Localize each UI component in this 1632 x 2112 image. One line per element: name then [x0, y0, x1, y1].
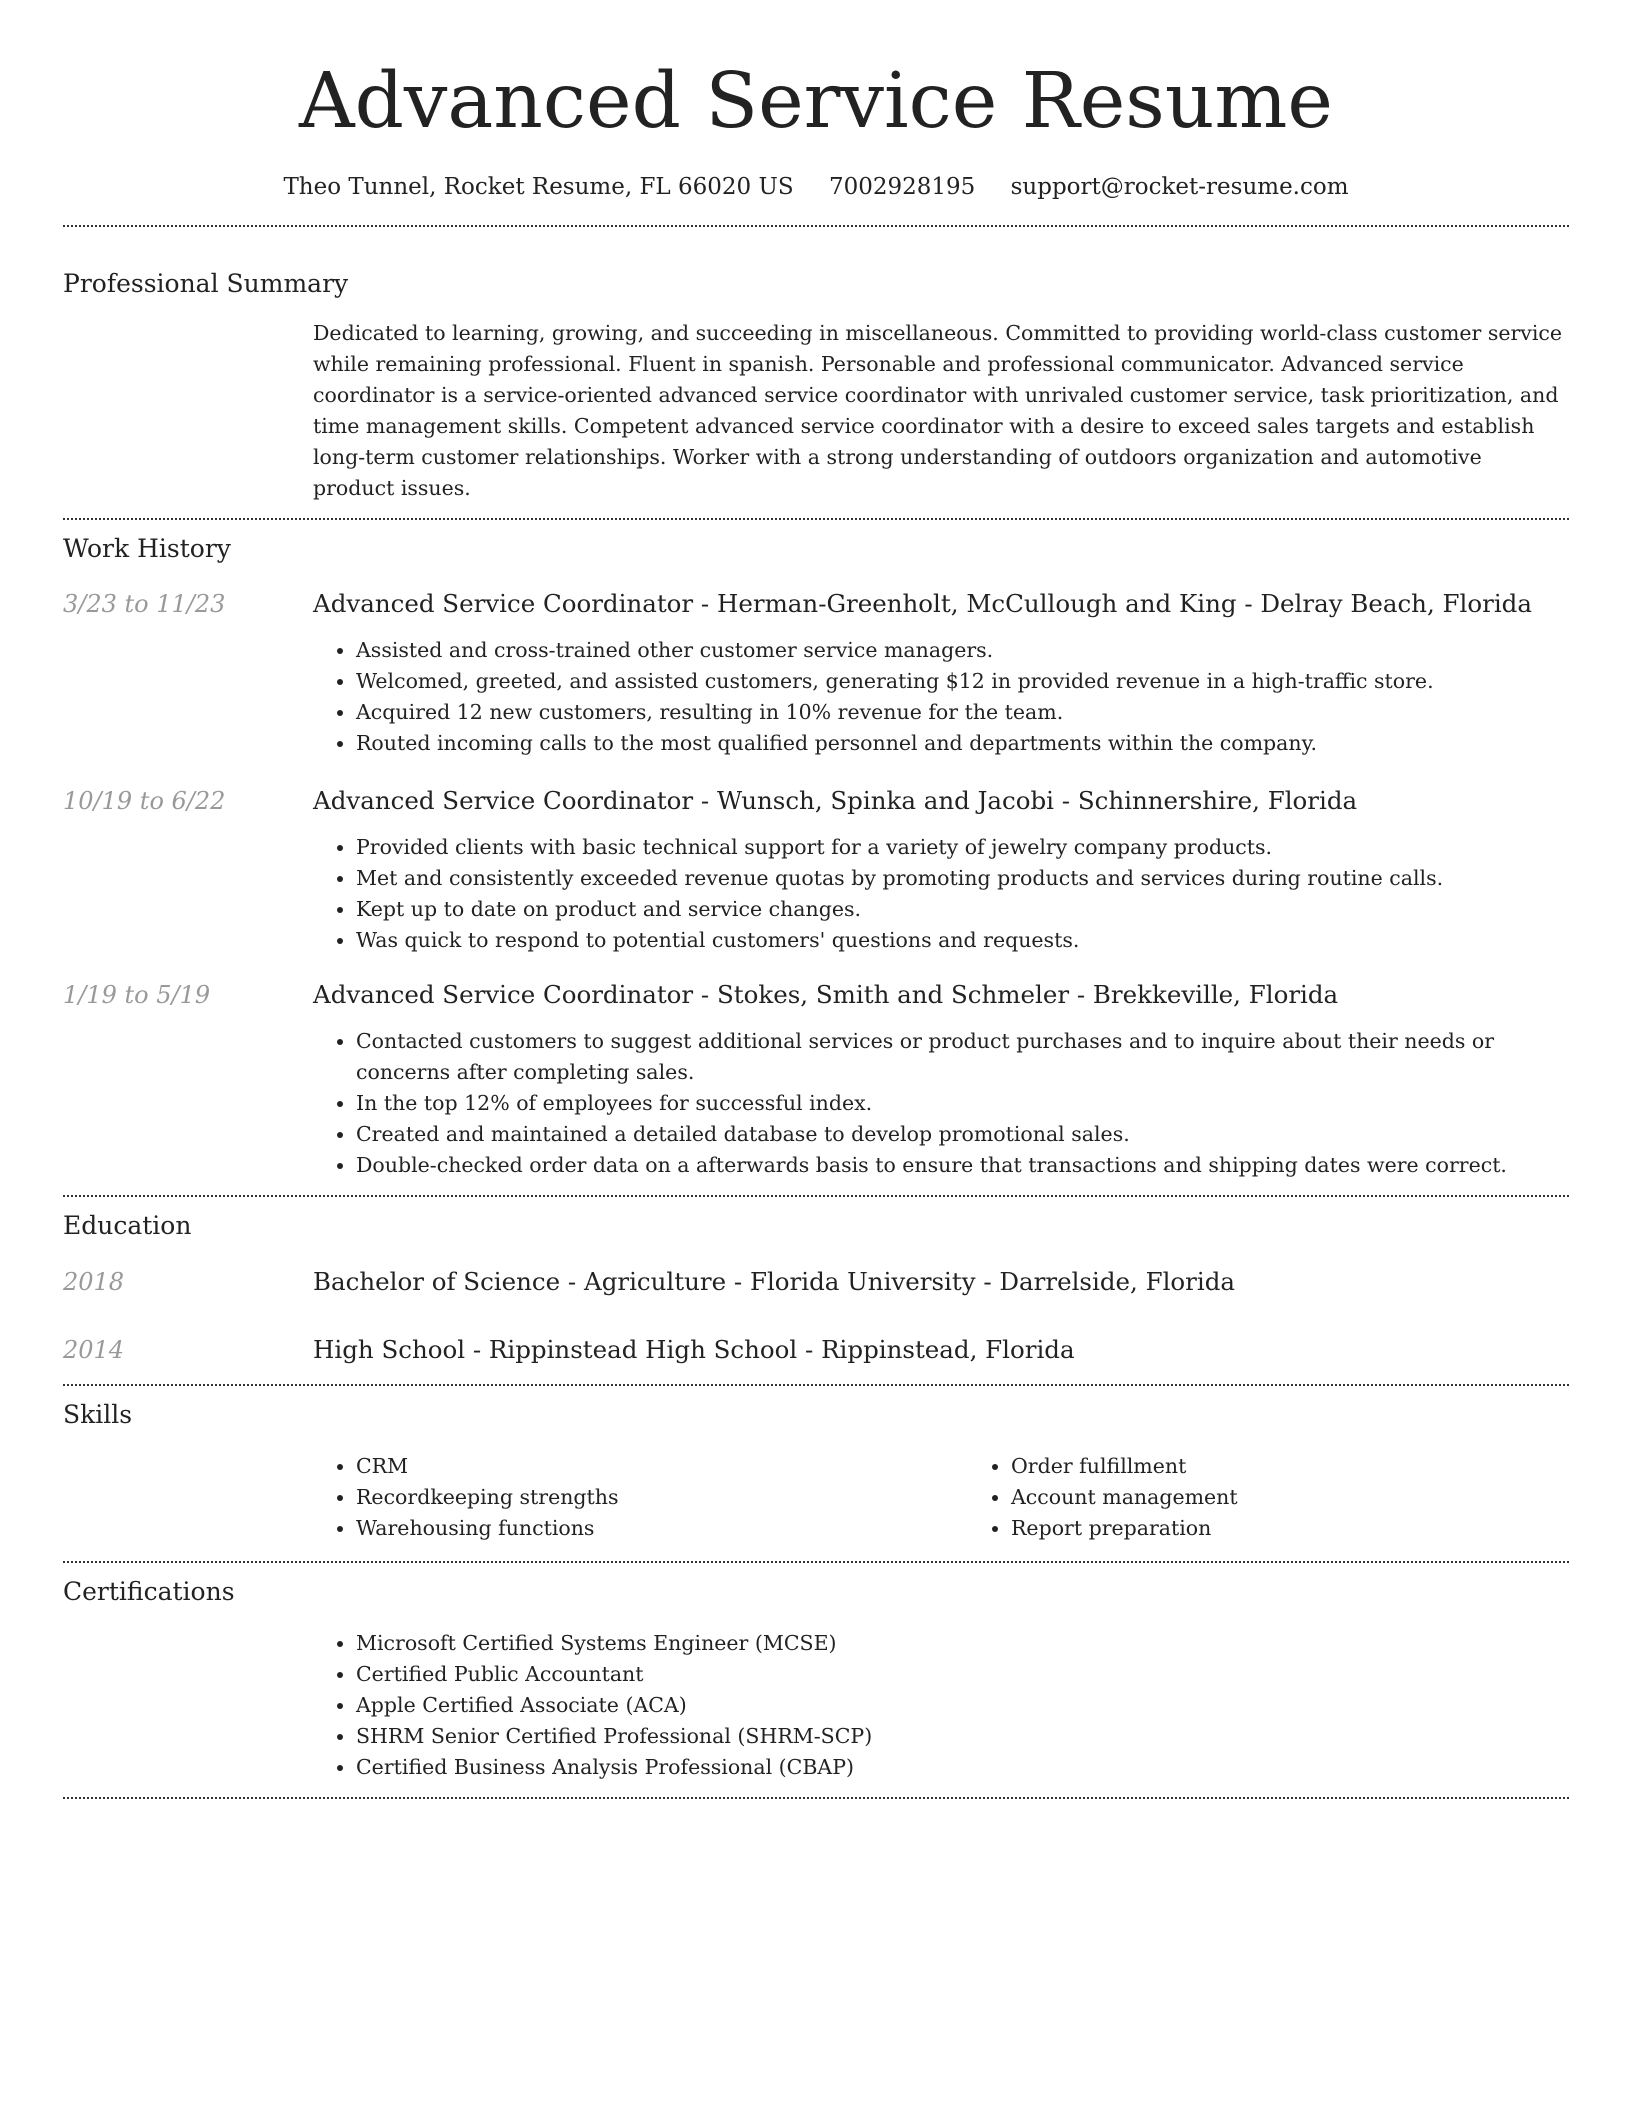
job-body — [313, 587, 1569, 759]
list-item: • Welcomed, greeted, and assisted customers, generating $12 in provided revenue in a high-traffic store. — [356, 666, 1569, 697]
job-title: Advanced Service Coordinator - Herman-Greenholt, McCullough and King - Delray Beach, Florida — [313, 589, 1532, 618]
summary-body — [313, 318, 1569, 504]
education-year: 2014 — [63, 1336, 125, 1364]
skills-spacer — [63, 1451, 313, 1544]
certifications-list — [313, 1628, 1569, 1783]
section-title-skills: Skills — [63, 1400, 133, 1429]
list-item: • Created and maintained a detailed database to develop promotional sales. — [356, 1119, 1569, 1150]
section-title-certifications: Certifications — [63, 1577, 235, 1606]
divider — [63, 518, 1569, 520]
divider — [63, 1384, 1569, 1386]
job-entry — [63, 587, 1569, 759]
skills-column-2 — [968, 1451, 1623, 1544]
job-body — [313, 784, 1569, 956]
list-item: • Order fulfillment — [1011, 1451, 1623, 1482]
job-title: Advanced Service Coordinator - Wunsch, Spinka and Jacobi - Schinnershire, Florida — [313, 786, 1358, 815]
section-title-education: Education — [63, 1211, 192, 1240]
certifications-row — [63, 1628, 1569, 1783]
job-bullets — [313, 635, 1569, 759]
summary-row — [63, 318, 1569, 504]
job-bullets — [313, 1026, 1569, 1181]
list-item: • Certified Business Analysis Professional (CBAP) — [356, 1752, 1569, 1783]
certifications-spacer — [63, 1628, 313, 1783]
list-item: • Assisted and cross-trained other customer service managers. — [356, 635, 1569, 666]
contact-address: Theo Tunnel, Rocket Resume, FL 66020 US — [283, 174, 794, 200]
education-text: High School - Rippinstead High School - Rippinstead, Florida — [313, 1335, 1075, 1364]
section-title-work-history: Work History — [63, 534, 231, 563]
job-dates: 1/19 to 5/19 — [63, 981, 211, 1009]
job-entry — [63, 784, 1569, 956]
list-item: • Report preparation — [1011, 1513, 1623, 1544]
divider — [63, 1561, 1569, 1563]
skills-grid — [313, 1451, 1623, 1544]
education-year: 2018 — [63, 1268, 125, 1296]
list-item: • SHRM Senior Certified Professional (SHRM-SCP) — [356, 1721, 1569, 1752]
section-title-summary: Professional Summary — [63, 269, 349, 298]
list-item: • Acquired 12 new customers, resulting in 10% revenue for the team. — [356, 697, 1569, 728]
contact-phone: 7002928195 — [828, 174, 976, 200]
list-item: • Was quick to respond to potential customers' questions and requests. — [356, 925, 1569, 956]
list-item: • Contacted customers to suggest additional services or product purchases and to inquire about their needs or concerns after completing sales. — [356, 1026, 1569, 1088]
skills-column-1 — [313, 1451, 968, 1544]
list-item: • Routed incoming calls to the most qualified personnel and departments within the company. — [356, 728, 1569, 759]
summary-text: Dedicated to learning, growing, and succeeding in miscellaneous. Committed to providing world-class customer service while remaining professional. Fluent in spanish. Personable and professional communicator. Advanced service coordinator is a service-oriented advanced service coordinator with unrivaled customer service, task prioritization, and time management skills. Competent advanced service coordinator with a desire to exceed sales targets and establish long-term customer relationships. Worker with a strong understanding of outdoors organization and automotive product issues. — [313, 321, 1563, 500]
list-item: • Apple Certified Associate (ACA) — [356, 1690, 1569, 1721]
contact-email: support@rocket-resume.com — [1010, 174, 1349, 200]
divider — [63, 1195, 1569, 1197]
list-item: • In the top 12% of employees for successful index. — [356, 1088, 1569, 1119]
job-bullets — [313, 832, 1569, 956]
contact-line — [63, 170, 1569, 204]
education-entry — [63, 1333, 1569, 1367]
list-item: • Certified Public Accountant — [356, 1659, 1569, 1690]
job-dates: 10/19 to 6/22 — [63, 787, 226, 815]
education-entry — [63, 1265, 1569, 1299]
job-entry — [63, 978, 1569, 1181]
certifications-body — [313, 1628, 1569, 1783]
list-item: • Met and consistently exceeded revenue quotas by promoting products and services during routine calls. — [356, 863, 1569, 894]
job-body — [313, 978, 1569, 1181]
list-item: • Kept up to date on product and service changes. — [356, 894, 1569, 925]
list-item: • Warehousing functions — [356, 1513, 968, 1544]
list-item: • Double-checked order data on a afterwards basis to ensure that transactions and shipping dates were correct. — [356, 1150, 1569, 1181]
divider — [63, 1797, 1569, 1799]
job-dates: 3/23 to 11/23 — [63, 590, 226, 618]
summary-spacer — [63, 318, 313, 504]
list-item: • Account management — [1011, 1482, 1623, 1513]
list-item: • Microsoft Certified Systems Engineer (MCSE) — [356, 1628, 1569, 1659]
job-title: Advanced Service Coordinator - Stokes, Smith and Schmeler - Brekkeville, Florida — [313, 980, 1339, 1009]
list-item: • Provided clients with basic technical support for a variety of jewelry company products. — [356, 832, 1569, 863]
divider — [63, 225, 1569, 227]
skills-row — [63, 1451, 1569, 1544]
list-item: • CRM — [356, 1451, 968, 1482]
list-item: • Recordkeeping strengths — [356, 1482, 968, 1513]
education-text: Bachelor of Science - Agriculture - Florida University - Darrelside, Florida — [313, 1267, 1236, 1296]
resume-title: Advanced Service Resume — [298, 57, 1333, 146]
